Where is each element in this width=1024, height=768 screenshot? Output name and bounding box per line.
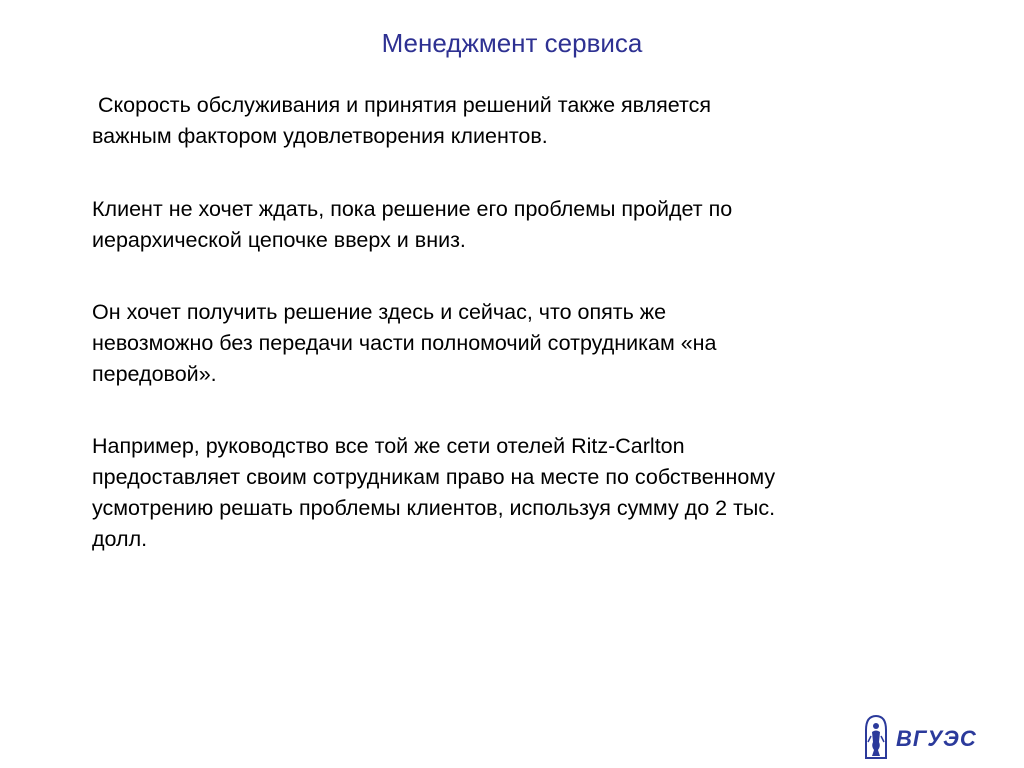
paragraph-authority-delegation: Он хочет получить решение здесь и сейчас, что опять же невозможно без передачи части полномочий сотрудникам «на передовой». — [92, 300, 717, 386]
logo-wordmark: ВГУЭС — [896, 726, 977, 751]
slide-body — [92, 90, 952, 596]
paragraph-client-waiting: Клиент не хочет ждать, пока решение его проблемы пройдет по иерархической цепочке вверх и вниз. — [92, 197, 733, 252]
slide-title: Менеджмент сервиса — [381, 28, 643, 58]
university-logo — [862, 712, 992, 762]
paragraph-ritz-carlton-example: Например, руководство все той же сети отелей Ritz-Carlton предоставляет своим сотрудникам право на месте по собственному усмотрению решать проблемы клиентов, используя сумму до 2 тыс. долл. — [92, 434, 776, 551]
vguees-emblem-icon — [862, 712, 992, 762]
paragraph-service-speed: Скорость обслуживания и принятия решений также является важным фактором удовлетворения клиентов. — [92, 93, 711, 148]
